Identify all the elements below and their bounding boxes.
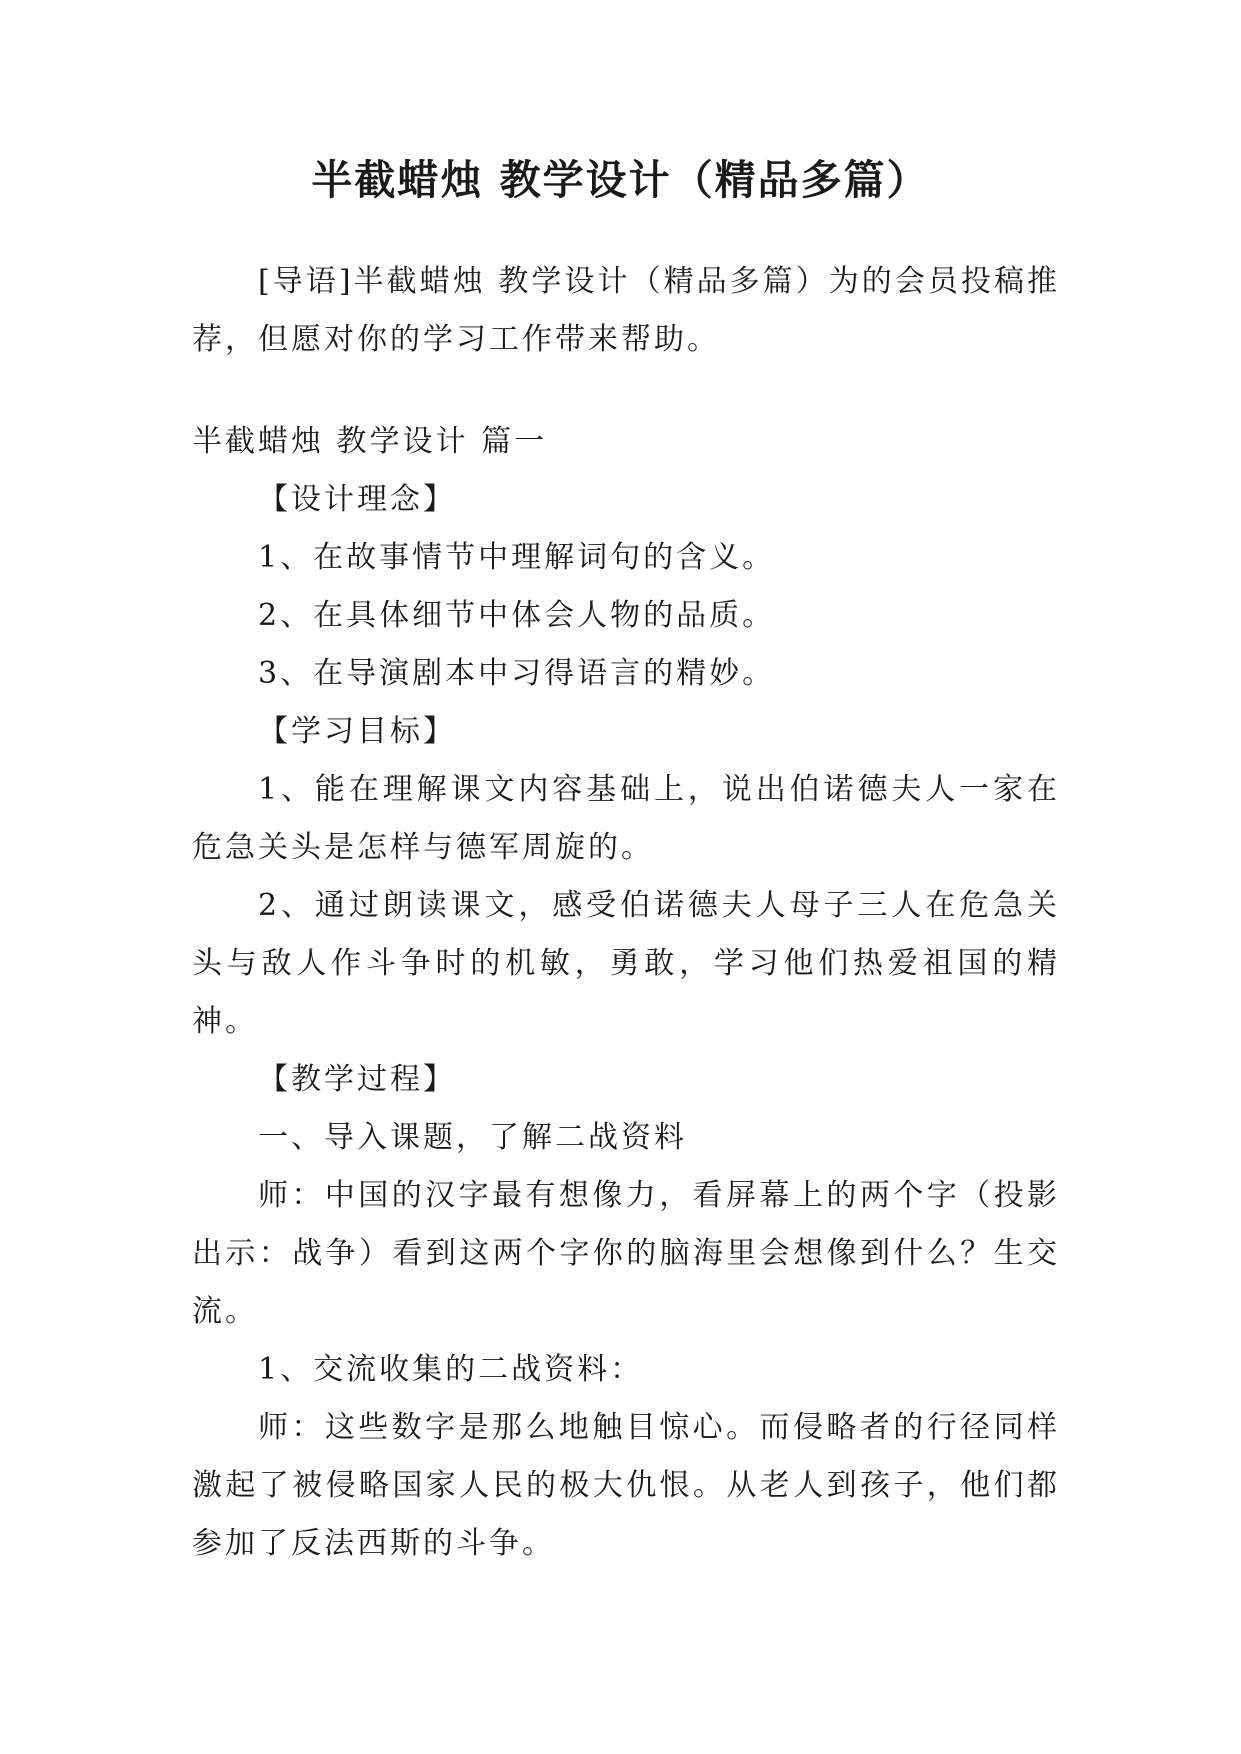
learning-goal-item-2: 2、通过朗读课文，感受伯诺德夫人母子三人在危急关头与敌人作斗争时的机敏，勇敢，学习他们热爱祖国的精神。 (192, 888, 1060, 1039)
section-heading: 半截蜡烛 教学设计 篇一 (192, 424, 548, 459)
design-concept-item-3: 3、在导演剧本中习得语言的精妙。 (258, 656, 776, 691)
step-one-heading: 一、导入课题，了解二战资料 (258, 1120, 687, 1155)
design-concept-label: 【设计理念】 (258, 482, 456, 517)
teacher-paragraph-2: 师：这些数字是那么地触目惊心。而侵略者的行径同样激起了被侵略国家人民的极大仇恨。从老人到孩子，他们都参加了反法西斯的斗争。 (192, 1410, 1060, 1561)
design-concept-item-2: 2、在具体细节中体会人物的品质。 (258, 598, 776, 633)
design-concept-item-1: 1、在故事情节中理解词句的含义。 (258, 540, 776, 575)
main-content (192, 413, 1060, 1573)
learning-goal-item-1: 1、能在理解课文内容基础上，说出伯诺德夫人一家在危急关头是怎样与德军周旋的。 (192, 772, 1060, 865)
sub-step-1: 1、交流收集的二战资料： (258, 1352, 644, 1387)
teacher-paragraph-1: 师：中国的汉字最有想像力，看屏幕上的两个字（投影出示：战争）看到这两个字你的脑海里会想像到什么？生交流。 (192, 1178, 1060, 1329)
intro-paragraph: [导语]半截蜡烛 教学设计（精品多篇）为的会员投稿推荐，但愿对你的学习工作带来帮助。 (192, 264, 1060, 357)
intro-block (192, 253, 1060, 369)
teaching-process-label: 【教学过程】 (258, 1062, 456, 1097)
learning-goals-label: 【学习目标】 (258, 714, 456, 749)
document-title: 半截蜡烛 教学设计（精品多篇） (311, 156, 930, 204)
